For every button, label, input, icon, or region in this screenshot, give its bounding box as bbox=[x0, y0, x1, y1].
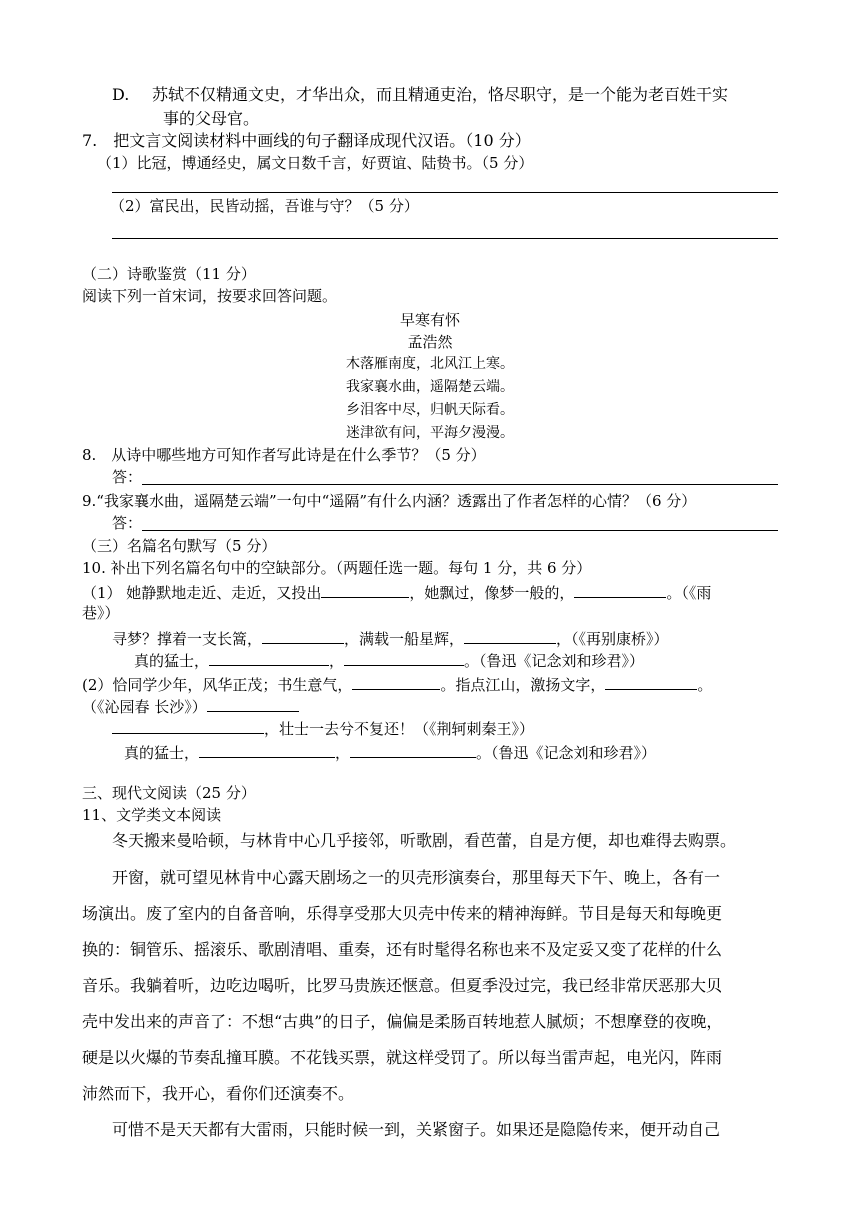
fill-text: ，满载一船星辉， bbox=[344, 630, 465, 648]
answer-line[interactable] bbox=[142, 484, 778, 485]
option-d-label: D. bbox=[112, 85, 130, 104]
section-heading-poetry: （二）诗歌鉴赏（11 分） bbox=[82, 265, 256, 283]
question-7-part-2: （2）富民出，民皆动摇，吾谁与守？（5 分） bbox=[110, 197, 419, 215]
paragraph-line: 换的：铜管乐、摇滚乐、歌剧清唱、重奏，还有时髦得名称也来不及定妥又变了花样的什么 bbox=[82, 940, 723, 959]
blank[interactable] bbox=[344, 648, 464, 666]
fill-text: ， bbox=[329, 652, 345, 670]
poem-line: 木落雁南度，北风江上寒。 bbox=[346, 356, 514, 372]
poetry-intro: 阅读下列一首宋词，按要求回答问题。 bbox=[82, 287, 338, 305]
answer-line[interactable] bbox=[112, 238, 778, 239]
blank[interactable] bbox=[350, 740, 476, 758]
poem-line: 我家襄水曲，遥隔楚云端。 bbox=[346, 379, 514, 395]
poem-line: 乡泪客中尽，归帆天际看。 bbox=[346, 402, 514, 418]
paragraph-line: 沛然而下，我开心，看你们还演奏不。 bbox=[82, 1084, 355, 1103]
fill-line-a3 bbox=[134, 648, 644, 672]
blank[interactable] bbox=[262, 626, 344, 644]
fill-line-b1 bbox=[82, 672, 712, 696]
blank[interactable] bbox=[574, 580, 666, 598]
fill-line-a1 bbox=[82, 580, 711, 604]
fill-text: ，壮士一去兮不复还！（《荆轲刺秦王》） bbox=[264, 720, 535, 738]
section-heading-recite: （三）名篇名句默写（5 分） bbox=[82, 537, 277, 555]
blank[interactable] bbox=[209, 648, 329, 666]
fill-text: 。（鲁迅《记念刘和珍君》） bbox=[476, 744, 657, 762]
blank[interactable] bbox=[199, 740, 335, 758]
fill-text: （《沁园春 长沙》） bbox=[82, 698, 207, 716]
fill-text: 真的猛士， bbox=[124, 744, 200, 762]
fill-line-b1-cont bbox=[82, 694, 299, 718]
fill-text: 。指点江山，激扬文字， bbox=[440, 676, 606, 694]
fill-line-a2 bbox=[112, 626, 669, 650]
question-8: 8. 从诗中哪些地方可知作者写此诗是在什么季节？（5 分） bbox=[82, 446, 486, 464]
fill-line-a1-cont: 巷》） bbox=[82, 604, 120, 622]
paragraph-line: 壳中发出来的声音了：不想“古典”的日子，偏偏是柔肠百转地惹人腻烦；不想摩登的夜晚， bbox=[82, 1012, 723, 1031]
fill-text: (2）恰同学少年，风华正茂；书生意气， bbox=[82, 676, 353, 694]
fill-line-b2 bbox=[112, 716, 534, 740]
paragraph-line: 冬天搬来曼哈顿，与林肯中心几乎接邻，听歌剧，看芭蕾，自是方便，却也难得去购票。 bbox=[112, 831, 737, 850]
answer-label: 答： bbox=[112, 468, 143, 486]
fill-line-b3 bbox=[124, 740, 656, 764]
paragraph-line: 场演出。废了室内的自备音响，乐得享受那大贝壳中传来的精神海鲜。节目是每天和每晚更 bbox=[82, 904, 723, 923]
section-subheading: 11、文学类文本阅读 bbox=[82, 806, 222, 824]
blank[interactable] bbox=[352, 672, 440, 690]
question-9: 9.“我家襄水曲，遥隔楚云端”一句中“遥隔”有什么内涵？透露出了作者怎样的心情？（6 分） bbox=[82, 492, 697, 510]
fill-text: ，（《再别康桥》） bbox=[556, 630, 669, 648]
fill-text: ， bbox=[335, 744, 351, 762]
blank[interactable] bbox=[207, 694, 299, 712]
poem-line: 迷津欲有问，平海夕漫漫。 bbox=[346, 425, 514, 441]
answer-label: 答： bbox=[112, 514, 143, 532]
answer-line[interactable] bbox=[112, 192, 778, 193]
paragraph-line: 开窗，就可望见林肯中心露天剧场之一的贝壳形演奏台，那里每天下午、晚上，各有一 bbox=[112, 868, 721, 887]
paragraph-line: 硬是以火爆的节奏乱撞耳膜。不花钱买票，就这样受罚了。所以每当雷声起，电光闪，阵雨 bbox=[82, 1048, 723, 1067]
fill-text: 。 bbox=[697, 676, 713, 694]
blank[interactable] bbox=[321, 580, 409, 598]
fill-text: 真的猛士， bbox=[134, 652, 210, 670]
paragraph-line: 可惜不是天天都有大雷雨，只能时候一到，关紧窗子。如果还是隐隐传来，便开动自己 bbox=[112, 1120, 721, 1139]
option-d-text: 苏轼不仅精通文史，才华出众，而且精通吏治，恪尽职守，是一个能为老百姓干实 bbox=[152, 85, 729, 104]
option-d-text-cont: 事的父母官。 bbox=[163, 109, 260, 128]
paragraph-line: 音乐。我躺着听，边吃边喝听，比罗马贵族还惬意。但夏季没过完，我已经非常厌恶那大贝 bbox=[82, 976, 723, 995]
poem-title: 早寒有怀 bbox=[399, 311, 460, 329]
fill-text: 。（《雨 bbox=[666, 584, 712, 602]
question-7-part-1: （1）比冠，博通经史，属文日数千言，好贾谊、陆贽书。（5 分） bbox=[97, 154, 534, 172]
blank[interactable] bbox=[464, 626, 556, 644]
poem-author: 孟浩然 bbox=[407, 333, 453, 351]
answer-line[interactable] bbox=[142, 530, 778, 531]
fill-text: 寻梦？撑着一支长篙， bbox=[112, 630, 263, 648]
fill-text: ，她飘过，像梦一般的， bbox=[409, 584, 575, 602]
section-heading-modern: 三、现代文阅读（25 分） bbox=[82, 784, 256, 802]
fill-text: （1） 她静默地走近、走近，又投出 bbox=[82, 584, 322, 602]
fill-text: 。（鲁迅《记念刘和珍君》） bbox=[464, 652, 645, 670]
question-10: 10. 补出下列名篇名句中的空缺部分。（两题任选一题。每句 1 分，共 6 分） bbox=[82, 559, 592, 577]
blank[interactable] bbox=[112, 716, 264, 734]
question-7: 7. 把文言文阅读材料中画线的句子翻译成现代汉语。（10 分） bbox=[82, 131, 531, 150]
blank[interactable] bbox=[605, 672, 697, 690]
